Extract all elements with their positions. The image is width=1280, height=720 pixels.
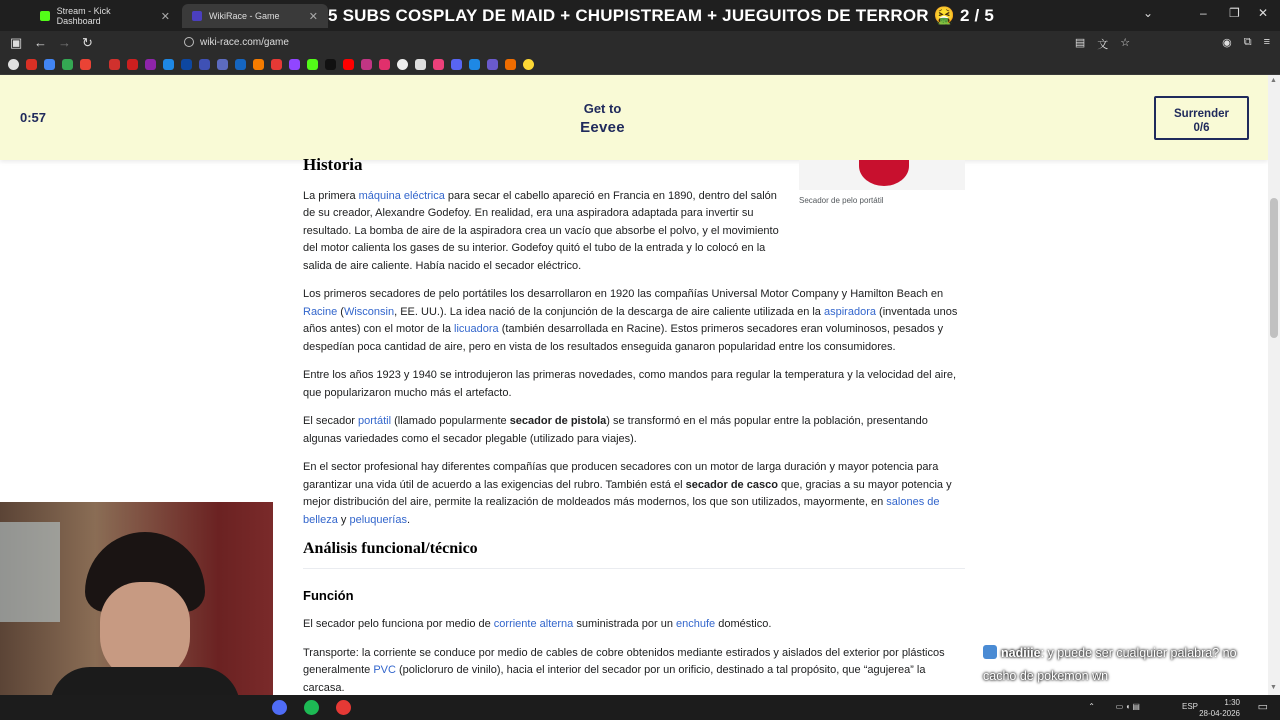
address-bar-row [0, 31, 1280, 55]
chat-badge-icon [983, 645, 997, 659]
race-timer: 0:57 [20, 110, 47, 125]
bookmark-icon[interactable] [80, 59, 91, 70]
site-info-icon[interactable] [184, 37, 194, 47]
bookmark-icon[interactable] [62, 59, 73, 70]
bookmark-icon[interactable] [127, 59, 138, 70]
address-bar-actions [1075, 36, 1270, 52]
url-field[interactable]: wiki-race.com/game [200, 37, 289, 48]
chat-message-overlay [983, 642, 1273, 688]
obs-icon[interactable] [336, 700, 351, 715]
scroll-up-icon[interactable]: ▲ [1270, 77, 1277, 84]
sidebar-toggle-icon[interactable]: ▣ [10, 35, 23, 50]
bookmark-icon[interactable] [253, 59, 264, 70]
bookmark-icon[interactable] [325, 59, 336, 70]
webcam-overlay [0, 502, 273, 695]
goto-label: Get to [583, 101, 622, 116]
reader-mode-icon[interactable]: ▤ [1074, 37, 1086, 49]
bookmark-icon[interactable] [505, 59, 516, 70]
surrender-count: 0/6 [1193, 122, 1210, 134]
link-racine[interactable]: Racine [303, 305, 338, 318]
close-tab-icon[interactable]: ✕ [160, 10, 170, 23]
page-scrollbar[interactable] [1268, 75, 1280, 695]
menu-icon[interactable]: ≡ [1263, 36, 1270, 48]
link-enchufe[interactable]: enchufe [676, 618, 716, 630]
link-salones-de-belleza[interactable]: salones de belleza [303, 496, 940, 526]
app-icon[interactable] [272, 700, 287, 715]
paragraph: Los primeros secadores de pelo portátiles los desarrollaron en 1920 las compañías Universal Motor Company y Hamilton Beach en Racine (Wisconsin, EE. UU.). La idea nació de la conjunción de la descarga de aire caliente utilizada en la aspiradora (inventada unos años antes) con el motor de la licuadora (también desarrollada en Racine). Estos primeros secadores eran voluminosos, pesados y despedían poca cantidad de aire, pero en vista de los resultados enseguida ganaron popularidad entre los consumidores. [303, 288, 958, 353]
bookmark-icon[interactable] [307, 59, 318, 70]
minimize-icon[interactable]: – [1200, 6, 1207, 20]
wikirace-favicon-icon [192, 11, 202, 21]
reload-icon[interactable]: ↻ [82, 35, 93, 50]
link-licuadora[interactable]: licuadora [454, 323, 499, 335]
restore-icon[interactable]: ❐ [1229, 6, 1240, 20]
tab-kick-dashboard[interactable] [30, 4, 180, 28]
bookmark-icon[interactable] [235, 59, 246, 70]
windows-taskbar [0, 695, 1280, 720]
bookmark-icon[interactable] [44, 59, 55, 70]
game-header [0, 75, 1268, 160]
paragraph: Entre los años 1923 y 1940 se introdujeron las primeras novedades, como mandos para regular la temperatura y la velocidad del aire, que popularizaron mucho más el artefacto. [303, 369, 957, 399]
link-corriente-alterna[interactable]: corriente alterna [493, 618, 574, 630]
tab-list-icon[interactable]: ⌄ [1143, 6, 1154, 20]
target-article [0, 101, 1205, 136]
paragraph: La primera máquina eléctrica para secar el cabello apareció en Francia en 1890, dentro del salón de su creador, Alexandre Godefoy. En realidad, era una aspiradora adaptada para invertir su resultado. La bomba de aire de la aspiradora crea un vacío que absorbe el polvo, y el movimiento del motor calienta los gases de su interior. Godefoy quitó el tubo de la entrada y lo colocó en la salida de aire caliente. Había nacido el secador eléctrico. [303, 189, 779, 272]
bookmark-icon[interactable] [181, 59, 192, 70]
bookmark-icon[interactable] [523, 59, 534, 70]
bookmark-icon[interactable] [8, 59, 19, 70]
tray-icons[interactable]: ▭ ◖ ▤ [1115, 702, 1140, 711]
language-indicator[interactable]: ESP [1181, 702, 1198, 711]
surrender-button[interactable] [1154, 96, 1249, 140]
forward-icon[interactable]: → [58, 35, 71, 50]
kick-favicon-icon [40, 11, 50, 21]
notifications-icon[interactable]: ▭ [1257, 701, 1268, 713]
bookmark-icon[interactable] [163, 59, 174, 70]
bookmark-icon[interactable] [433, 59, 444, 70]
link-pvc[interactable]: PVC [373, 664, 396, 676]
bookmark-icon[interactable] [343, 59, 354, 70]
chat-username: nadiiie [1001, 646, 1041, 660]
tab-title: WikiRace - Game [209, 11, 280, 21]
link-wisconsin[interactable]: Wisconsin [343, 305, 395, 318]
bookmarks-bar [0, 55, 1280, 75]
link-maquina-electrica[interactable]: máquina eléctrica [358, 189, 445, 202]
bookmark-star-icon[interactable]: ☆ [1120, 37, 1131, 49]
paragraph: Transporte: la corriente se conduce por medio de cables de cobre obtenidos mediante estirados y aislados del exterior por plásticos generalmente PVC (policloruro de vinilo), hacia el interior del secador por un orificio, destinado a tal propósito, que “agujerea” la carcasa. [303, 646, 945, 694]
clock-time: 1:30 [1224, 698, 1240, 707]
scrollbar-thumb[interactable] [1270, 198, 1278, 338]
subsection-heading-funcion: Función [303, 587, 354, 603]
tab-title: Stream - Kick Dashboard [56, 6, 111, 26]
system-clock[interactable] [1199, 697, 1240, 719]
figure-caption: Secador de pelo portátil [799, 196, 884, 205]
stream-title-overlay: 5 SUBS COSPLAY DE MAID + CHUPISTREAM + JUEGUITOS DE TERROR 🤮 2 / 5 [328, 6, 995, 25]
article-content [303, 155, 965, 708]
bookmark-icon[interactable] [397, 59, 408, 70]
link-peluquerias[interactable]: peluquerías [349, 513, 407, 526]
clock-date: 28-04-2026 [1199, 709, 1240, 718]
link-aspiradora[interactable]: aspiradora [824, 305, 876, 318]
scroll-down-icon[interactable]: ▼ [1270, 684, 1277, 691]
bookmark-icon[interactable] [26, 59, 37, 70]
target-title: Eevee [580, 119, 625, 136]
bookmark-icon[interactable] [487, 59, 498, 70]
browser-tabbar [0, 0, 1280, 31]
bookmark-icon[interactable] [469, 59, 480, 70]
bookmark-icon[interactable] [451, 59, 462, 70]
window-close-icon[interactable]: ✕ [1258, 6, 1269, 20]
bookmark-icon[interactable] [271, 59, 282, 70]
bookmark-icon[interactable] [217, 59, 228, 70]
back-icon[interactable]: ← [34, 35, 47, 50]
bookmark-icon[interactable] [361, 59, 372, 70]
link-portatil[interactable]: portátil [358, 415, 392, 427]
tray-chevron-icon[interactable]: ⌃ [1088, 702, 1095, 711]
bookmark-icon[interactable] [199, 59, 210, 70]
paragraph: En el sector profesional hay diferentes compañías que producen secadores con un motor de larga duración y mayor potencia para garantizar una vida útil de acuerdo a las exigencias del rubro. También está el secador de casco que, gracias a su mayor potencia y mejor distribución del aire, permite la realización de moldeados más modernos, los que son utilizados, mayormente, en salones de belleza y peluquerías. [303, 461, 952, 526]
tab-wikirace-game[interactable] [182, 4, 328, 28]
paragraph: El secador pelo funciona por medio de corriente alterna suministrada por un enchufe doméstico. [303, 618, 772, 630]
bookmark-icon[interactable] [109, 59, 120, 70]
section-heading-analisis: Análisis funcional/técnico [303, 540, 965, 569]
section-heading-historia: Historia [303, 155, 363, 174]
bookmark-icon[interactable] [289, 59, 300, 70]
translate-icon[interactable]: 文 [1097, 39, 1109, 51]
bookmark-icon[interactable] [415, 59, 426, 70]
bookmark-icon[interactable] [145, 59, 156, 70]
paragraph: El secador portátil (llamado popularmente secador de pistola) se transformó en el más popular entre la población, presentando algunas variedades como el secador plegable (utilizado para viajes). [303, 415, 928, 445]
extensions-icon[interactable]: ⧉ [1243, 36, 1252, 48]
chat-message: : y puede ser cualquier palabra? no cacho de pokemon wn [983, 646, 1237, 683]
bookmark-icon[interactable] [379, 59, 390, 70]
close-tab-icon[interactable]: ✕ [308, 10, 318, 23]
surrender-label: Surrender [1174, 108, 1229, 120]
profile-icon[interactable]: ◉ [1222, 37, 1232, 49]
spotify-icon[interactable] [304, 700, 319, 715]
